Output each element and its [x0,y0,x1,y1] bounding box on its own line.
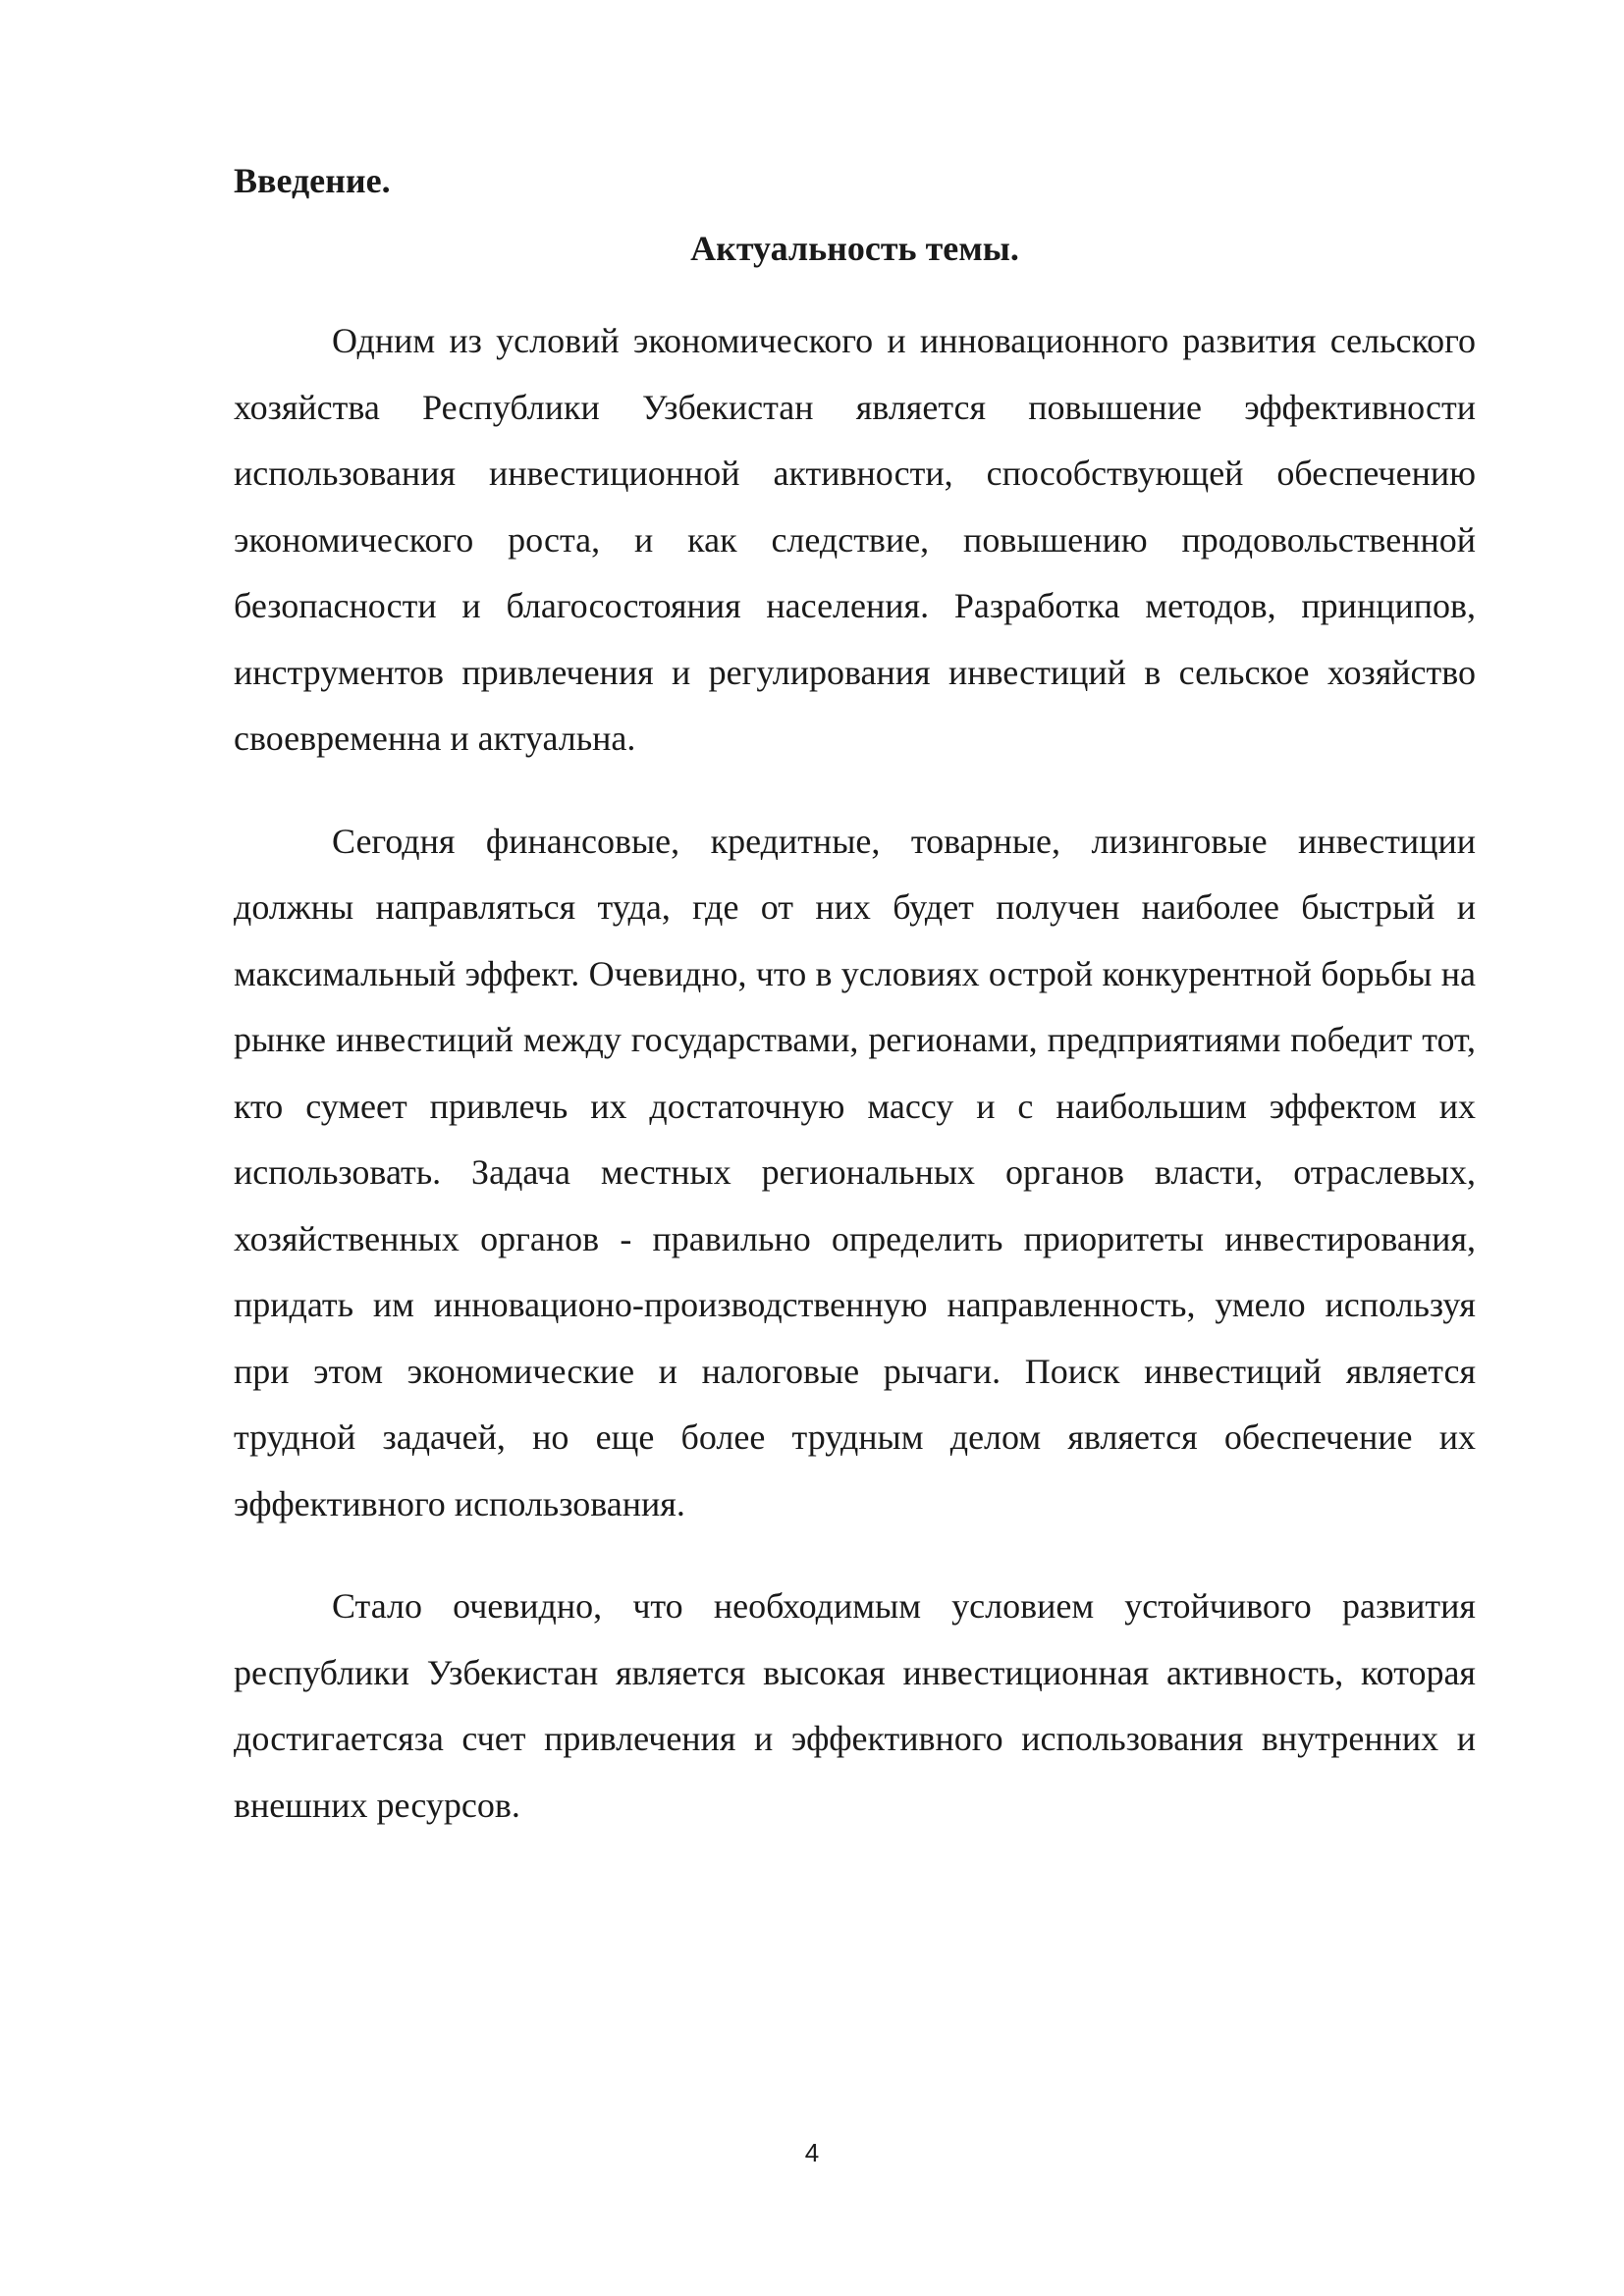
paragraph-3: Стало очевидно, что необходимым условием устойчивого развития республики Узбекистан является высокая инвестиционная активность, которая достигаетсяза счет привлечения и эффективного использования внутренних и внешних ресурсов. [234,1586,1476,1825]
paragraph-1: Одним из условий экономического и инновационного развития сельского хозяйства Республики Узбекистан является повышение эффективности использования инвестиционной активности, способствующей обеспечению экономического роста, и как следствие, повышению продовольственной безопасности и благосостояния населения. Разработка методов, принципов, инструментов привлечения и регулирования инвестиций в сельское хозяйство своевременна и актуальна. [234,321,1476,758]
page-number: 4 [804,2138,820,2167]
section-subheading: Актуальность темы. [690,229,1019,268]
paragraph-2: Сегодня финансовые, кредитные, товарные, лизинговые инвестиции должны направляться туда, где от них будет получен наиболее быстрый и максимальный эффект. Очевидно, что в условиях острой конкурентной борьбы на рынке инвестиций между государствами, регионами, предприятиями победит тот, кто сумеет привлечь их достаточную массу и с наибольшим эффектом их использовать. Задача местных региональных органов власти, отраслевых, хозяйственных органов - правильно определить приоритеты инвестирования, придать им инновационо-производственную направленность, умело используя при этом экономические и налоговые рычаги. Поиск инвестиций является трудной задачей, но еще более трудным делом является обеспечение их эффективного использования. [234,821,1476,1523]
page-content [234,155,1476,1839]
section-heading: Введение. [234,161,391,200]
